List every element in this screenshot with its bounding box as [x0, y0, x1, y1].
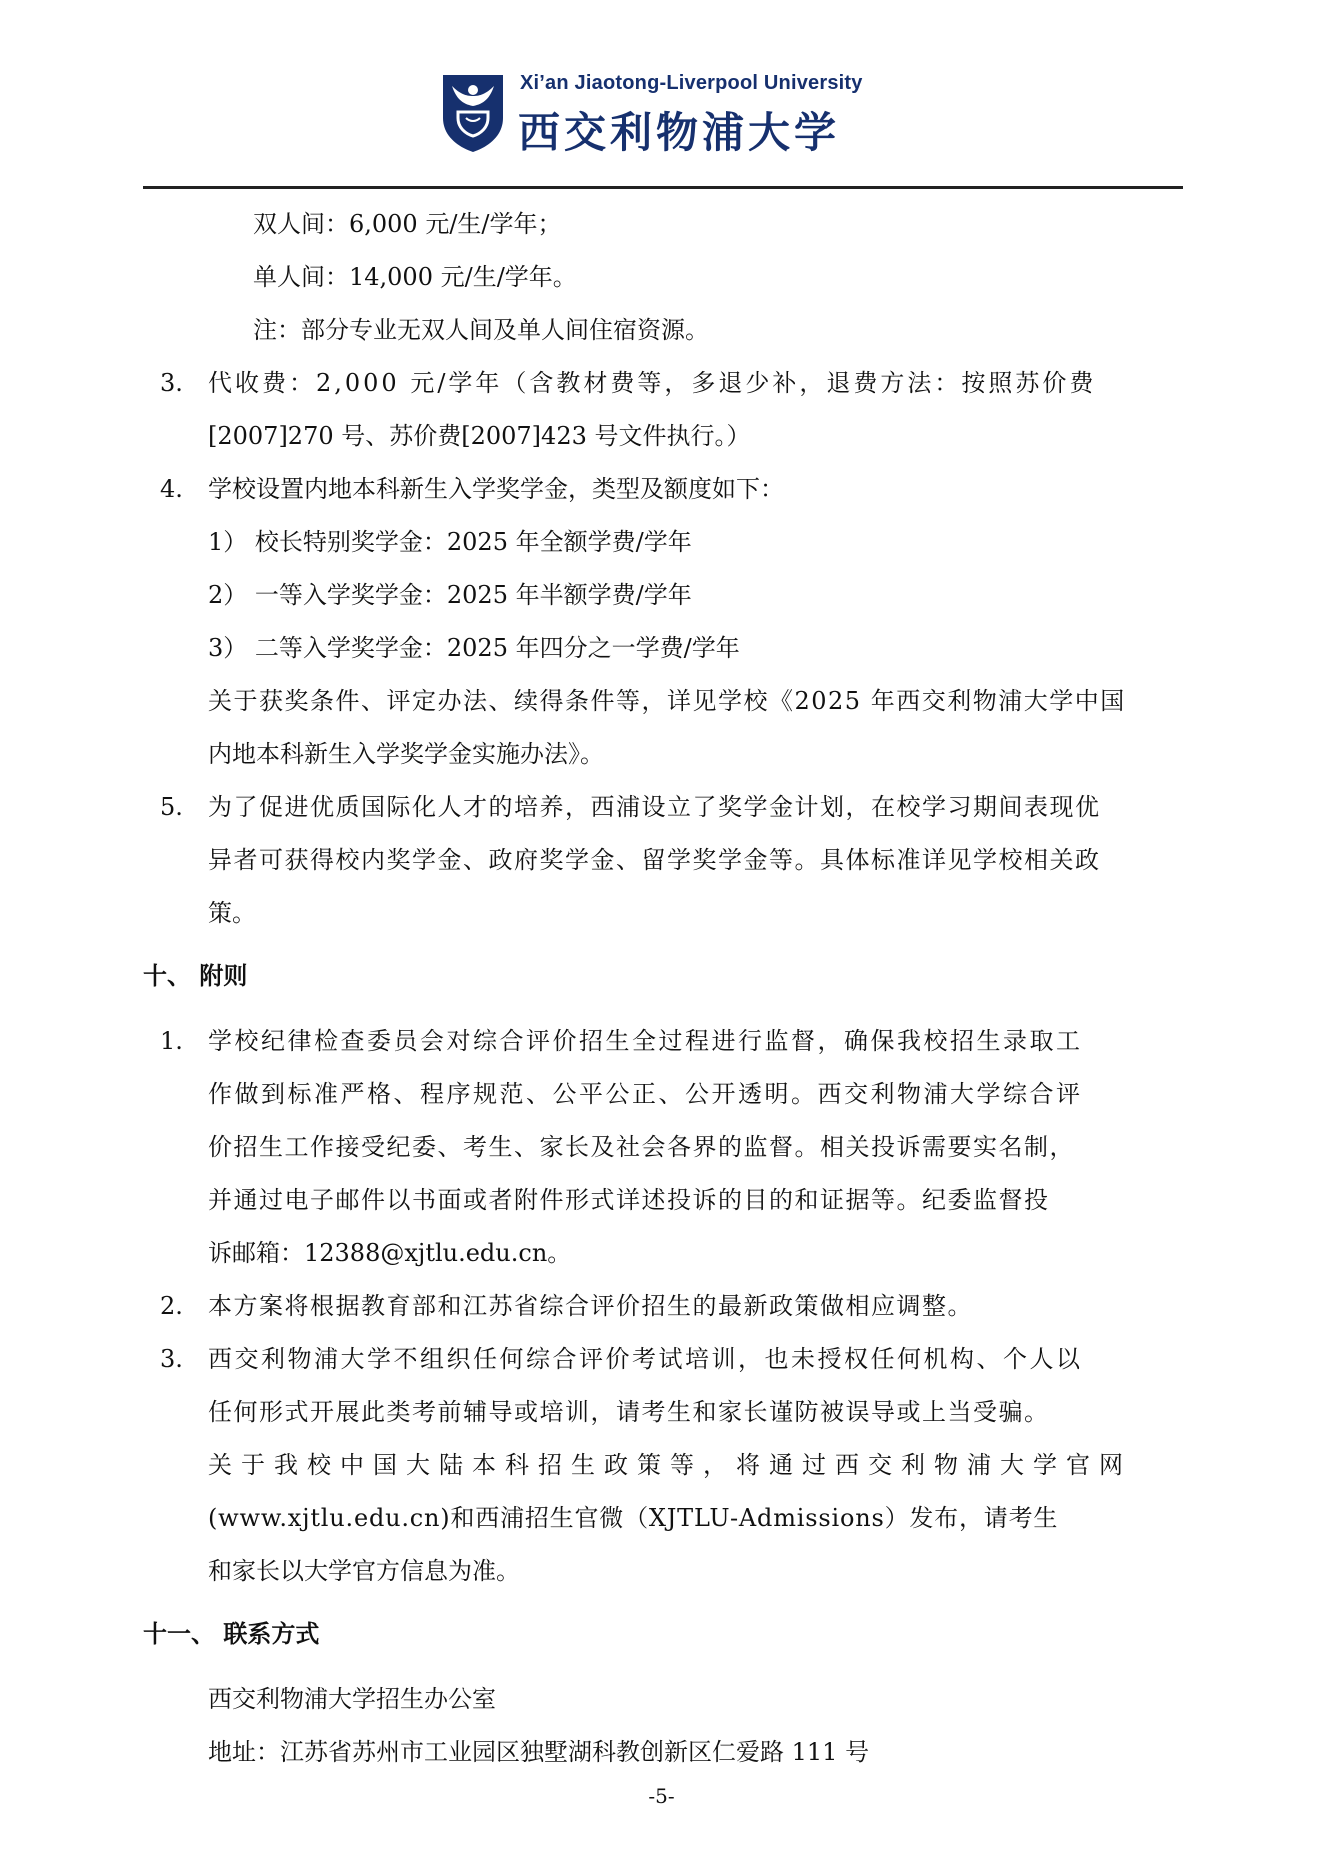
talent-program-line-3: 策。 [208, 899, 256, 927]
item-number: 1. [160, 1027, 183, 1055]
agency-fee-line-2: [2007]270 号、苏价费[2007]423 号文件执行。） [208, 422, 751, 450]
scholarship-details-line-1: 关于获奖条件、评定办法、续得条件等，详见学校《2025 年西交利物浦大学中国 [208, 687, 1126, 715]
item-number: 5. [160, 793, 183, 821]
contact-office: 西交利物浦大学招生办公室 [208, 1685, 496, 1713]
university-crest-logo [440, 72, 506, 154]
supervision-line-1: 学校纪律检查委员会对综合评价招生全过程进行监督，确保我校招生录取工 [208, 1027, 1083, 1055]
page-number: -5- [648, 1784, 675, 1808]
no-training-line-5: 和家长以大学官方信息为准。 [208, 1557, 520, 1585]
section-heading-supplementary: 十、 附则 [143, 961, 248, 990]
section-heading-contact: 十一、 联系方式 [143, 1619, 320, 1648]
no-training-line-3: 关于我校中国大陆本科招生政策等，将通过西交利物浦大学官网 [208, 1451, 1132, 1479]
university-name-chinese: 西交利物浦大学 [518, 108, 841, 157]
supervision-email: 诉邮箱：12388@xjtlu.edu.cn。 [208, 1239, 572, 1267]
talent-program-line-2: 异者可获得校内奖学金、政府奖学金、留学奖学金等。具体标准详见学校相关政 [208, 846, 1101, 874]
single-room-fee: 单人间：14,000 元/生/学年。 [253, 263, 577, 291]
university-header [440, 68, 880, 158]
item-number: 3. [160, 1345, 183, 1373]
item-number: 3. [160, 369, 183, 397]
scholarship-intro: 学校设置内地本科新生入学奖学金，类型及额度如下： [208, 475, 784, 503]
item-number: 4. [160, 475, 183, 503]
scholarship-president: 1） 校长特别奖学金：2025 年全额学费/学年 [208, 528, 692, 556]
no-training-line-4: (www.xjtlu.edu.cn)和西浦招生官微（XJTLU-Admissions）发布，请考生 [208, 1504, 1059, 1532]
scholarship-second-class: 3） 二等入学奖学金：2025 年四分之一学费/学年 [208, 634, 740, 662]
no-training-line-2: 任何形式开展此类考前辅导或培训，请考生和家长谨防被误导或上当受骗。 [208, 1398, 1050, 1426]
supervision-line-2: 作做到标准严格、程序规范、公平公正、公开透明。西交利物浦大学综合评 [208, 1080, 1083, 1108]
supervision-line-3: 价招生工作接受纪委、考生、家长及社会各界的监督。相关投诉需要实名制， [208, 1133, 1075, 1161]
room-note: 注：部分专业无双人间及单人间住宿资源。 [253, 316, 709, 344]
no-training-line-1: 西交利物浦大学不组织任何综合评价考试培训，也未授权任何机构、个人以 [208, 1345, 1083, 1373]
agency-fee-line-1: 代收费：2,000 元/学年（含教材费等，多退少补，退费方法：按照苏价费 [208, 369, 1097, 397]
double-room-fee: 双人间：6,000 元/生/学年； [253, 210, 562, 238]
scholarship-first-class: 2） 一等入学奖学金：2025 年半额学费/学年 [208, 581, 692, 609]
scholarship-details-line-2: 内地本科新生入学奖学金实施办法》。 [208, 740, 604, 768]
policy-adjustment: 本方案将根据教育部和江苏省综合评价招生的最新政策做相应调整。 [208, 1292, 973, 1320]
supervision-line-4: 并通过电子邮件以书面或者附件形式详述投诉的目的和证据等。纪委监督投 [208, 1186, 1050, 1214]
header-divider [143, 186, 1183, 189]
contact-address: 地址：江苏省苏州市工业园区独墅湖科教创新区仁爱路 111 号 [208, 1738, 870, 1766]
talent-program-line-1: 为了促进优质国际化人才的培养，西浦设立了奖学金计划，在校学习期间表现优 [208, 793, 1101, 821]
item-number: 2. [160, 1292, 183, 1320]
university-name-english: Xi’an Jiaotong-Liverpool University [520, 72, 863, 94]
